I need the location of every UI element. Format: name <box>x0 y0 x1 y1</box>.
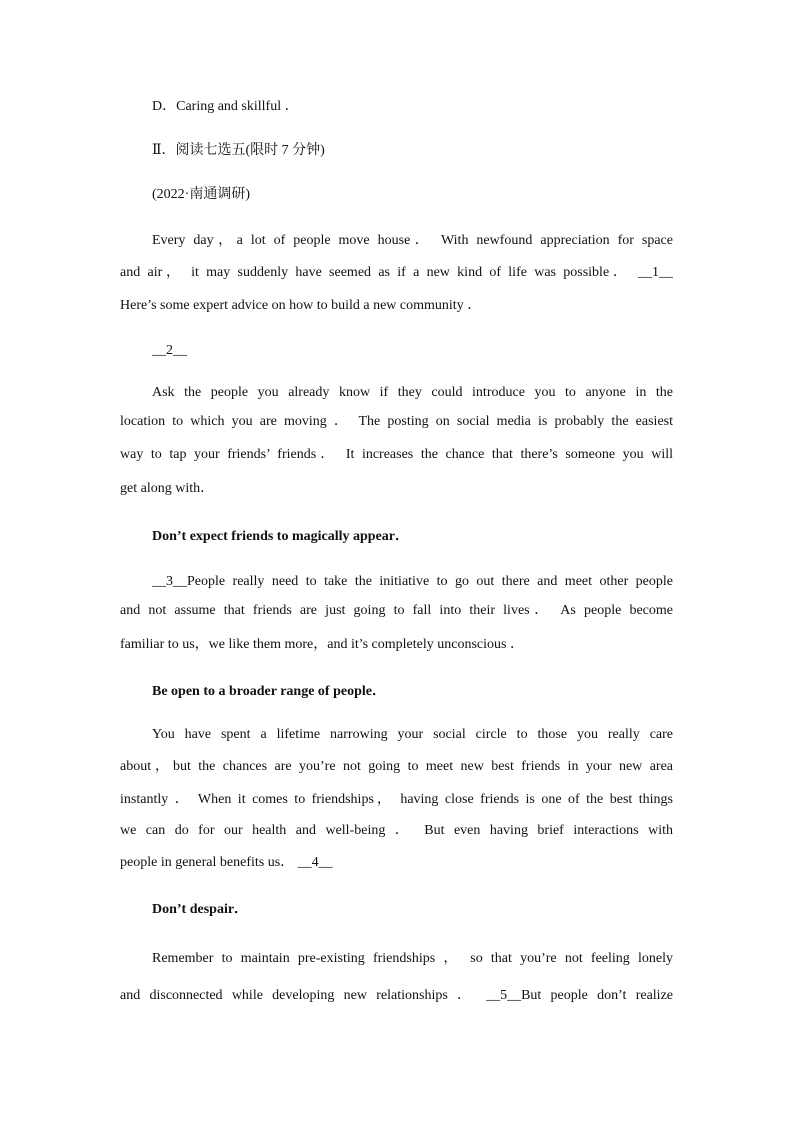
paragraph-5-line-2: and disconnected while developing new relationships ． __5__But people don’t realize <box>120 988 673 1003</box>
option-d: D．Caring and skillful ． <box>152 99 299 114</box>
heading-be-open: Be open to a broader range of people． <box>152 684 386 699</box>
paragraph-2-line-3: way to tap your friends’ friends． It increases the chance that there’s someone you will <box>120 447 673 462</box>
paragraph-4-line-5: people in general benefits us． __4__ <box>120 855 333 870</box>
paragraph-4-line-3: instantly ． When it comes to friendships， having close friends is one of the best things <box>120 792 673 807</box>
heading-dont-expect: Don’t expect friends to magically appear． <box>152 529 410 544</box>
paragraph-4-line-2: about，but the chances are you’re not going to meet new best friends in your new area <box>120 759 673 774</box>
paragraph-1-line-2: and air， it may suddenly have seemed as if a new kind of life was possible． __1__ <box>120 265 673 280</box>
source-note: (2022·南通调研) <box>152 187 250 202</box>
paragraph-3-line-1: __3__People really need to take the initiative to go out there and meet other people <box>152 574 673 589</box>
paragraph-3-line-3: familiar to us，we like them more，and it’s completely unconscious ． <box>120 637 524 652</box>
paragraph-2-line-2: location to which you are moving ． The posting on social media is probably the easiest <box>120 414 673 429</box>
heading-dont-despair: Don’t despair． <box>152 902 249 917</box>
paragraph-5-line-1: Remember to maintain pre-existing friendships ， so that you’re not feeling lonely <box>152 951 673 966</box>
paragraph-2-line-4: get along with． <box>120 481 215 496</box>
paragraph-2-line-1: Ask the people you already know if they could introduce you to anyone in the <box>152 385 673 400</box>
blank-2: __2__ <box>152 343 187 358</box>
paragraph-4-line-1: You have spent a lifetime narrowing your social circle to those you really care <box>152 727 673 742</box>
paragraph-1-line-3: Here’s some expert advice on how to build a new community ． <box>120 298 482 313</box>
paragraph-3-line-2: and not assume that friends are just going to fall into their lives． As people become <box>120 603 673 618</box>
section-heading: Ⅱ．阅读七选五(限时 7 分钟) <box>152 143 325 158</box>
paragraph-4-line-4: we can do for our health and well-being ． But even having brief interactions with <box>120 823 673 838</box>
paragraph-1-line-1: Every day，a lot of people move house． With newfound appreciation for space <box>152 233 673 248</box>
